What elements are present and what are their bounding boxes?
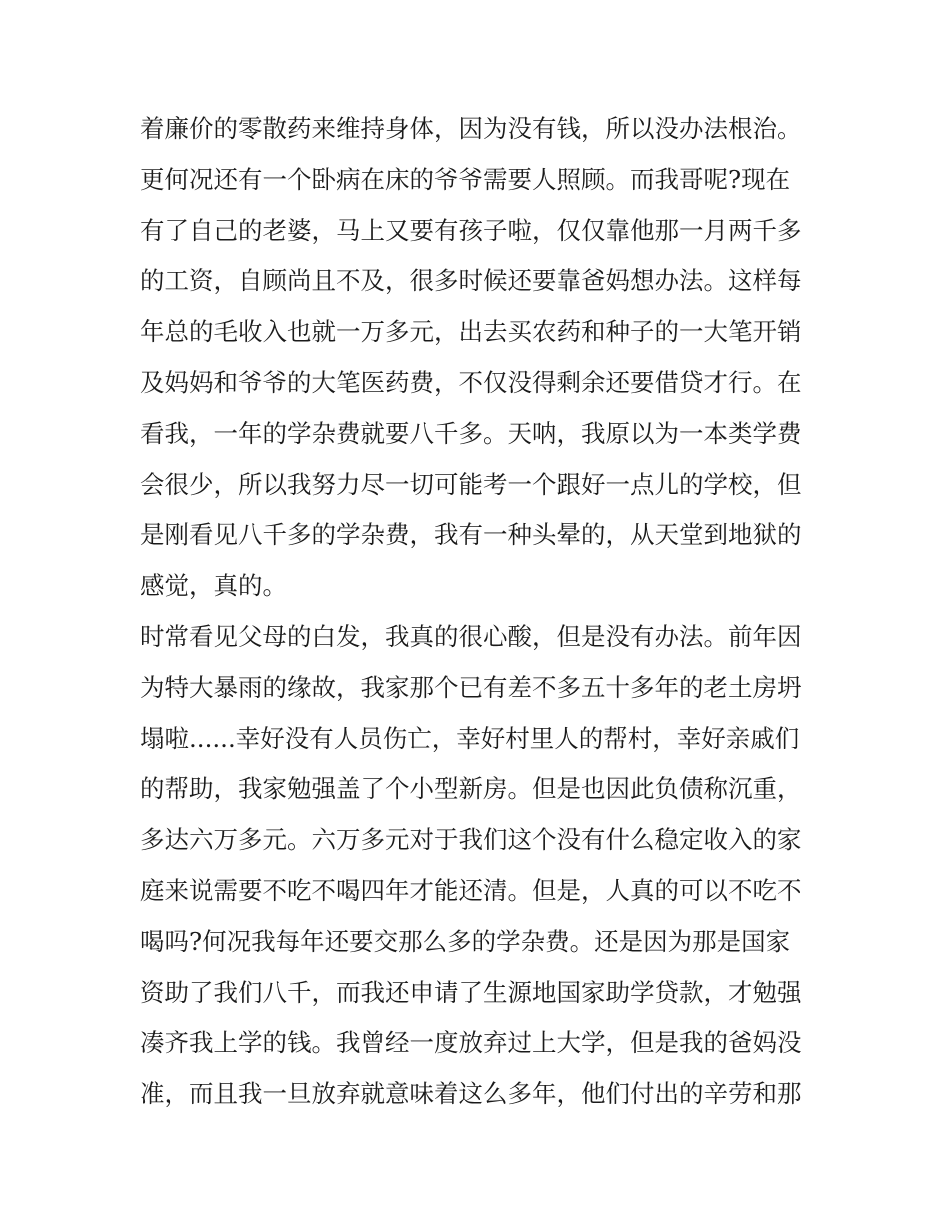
text-line-13: 塌啦......幸好没有人员伤亡，幸好村里人的帮村，幸好亲戚们 xyxy=(140,723,800,753)
text-line-7: 看我，一年的学杂费就要八千多。天呐，我原以为一本类学费 xyxy=(140,418,802,448)
text-line-4: 的工资，自顾尚且不及，很多时候还要靠爸妈想办法。这样每 xyxy=(140,266,802,296)
text-line-1: 着廉价的零散药来维持身体，因为没有钱，所以没办法根治。 xyxy=(140,114,802,143)
text-line-12: 为特大暴雨的缘故，我家那个已有差不多五十多年的老土房坍 xyxy=(140,672,802,702)
body-text xyxy=(140,104,820,1120)
text-line-19: 凑齐我上学的钱。我曾经一度放弃过上大学，但是我的爸妈没 xyxy=(140,1028,802,1058)
text-line-3: 有了自己的老婆，马上又要有孩子啦，仅仅靠他那一月两千多 xyxy=(140,215,802,245)
text-line-5: 年总的毛收入也就一万多元，出去买农药和种子的一大笔开销 xyxy=(140,317,802,347)
text-line-17: 喝吗?何况我每年还要交那么多的学杂费。还是因为那是国家 xyxy=(140,926,791,956)
text-line-6: 及妈妈和爷爷的大笔医药费，不仅没得剩余还要借贷才行。在 xyxy=(140,367,802,397)
text-line-11: 时常看见父母的白发，我真的很心酸，但是没有办法。前年因 xyxy=(140,621,802,651)
text-line-18: 资助了我们八千，而我还申请了生源地国家助学贷款，才勉强 xyxy=(140,977,802,1007)
text-line-20: 准，而且我一旦放弃就意味着这么多年，他们付出的辛劳和那 xyxy=(140,1079,802,1109)
text-line-10: 感觉，真的。 xyxy=(140,571,287,601)
text-line-16: 庭来说需要不吃不喝四年才能还清。但是，人真的可以不吃不 xyxy=(140,875,802,905)
text-line-15: 多达六万多元。六万多元对于我们这个没有什么稳定收入的家 xyxy=(140,825,802,855)
text-line-14: 的帮助，我家勉强盖了个小型新房。但是也因此负债称沉重， xyxy=(140,774,802,804)
text-line-2: 更何况还有一个卧病在床的爷爷需要人照顾。而我哥呢?现在 xyxy=(140,164,791,194)
text-line-8: 会很少，所以我努力尽一切可能考一个跟好一点儿的学校，但 xyxy=(140,469,802,499)
text-line-9: 是刚看见八千多的学杂费，我有一种头晕的，从天堂到地狱的 xyxy=(140,520,802,550)
